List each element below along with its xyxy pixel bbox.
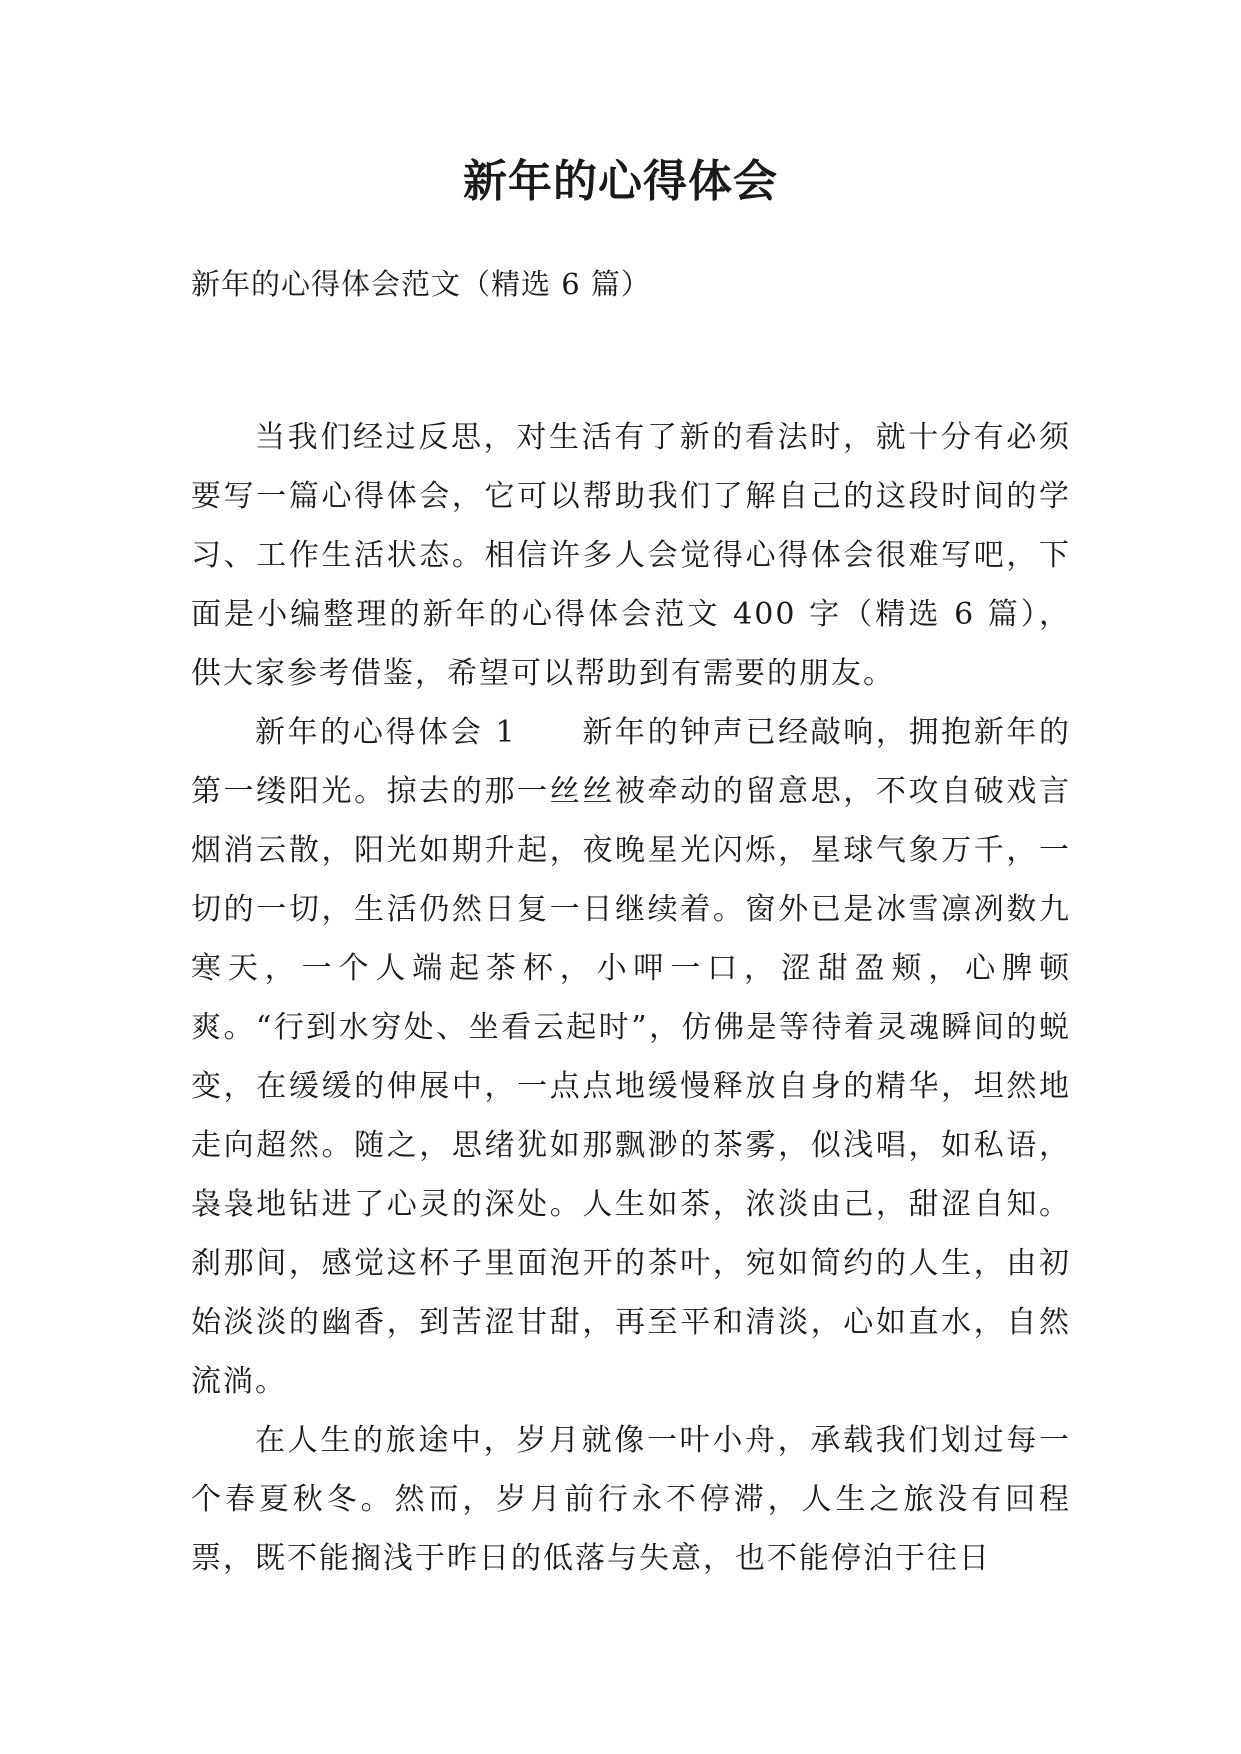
document-subtitle: 新年的心得体会范文（精选 6 篇） [191, 267, 651, 301]
document-title: 新年的心得体会 [463, 156, 778, 207]
paragraph-essay-1-continued: 在人生的旅途中，岁月就像一叶小舟，承载我们划过每一个春夏秋冬。然而，岁月前行永不停滞，人生之旅没有回程票，既不能搁浅于昨日的低落与失意，也不能停泊于往日 [191, 1423, 1071, 1576]
document-body [191, 408, 1071, 1588]
paragraph-essay-1: 新年的心得体会 1 新年的钟声已经敲响，拥抱新年的第一缕阳光。掠去的那一丝丝被牵动的留意思，不攻自破戏言烟消云散，阳光如期升起，夜晚星光闪烁，星球气象万千，一切的一切，生活仍然日复一日继续着。窗外已是冰雪凛冽数九寒天，一个人端起茶杯，小呷一口，涩甜盈颊，心脾顿爽。“行到水穷处、坐看云起时”，仿佛是等待着灵魂瞬间的蜕变，在缓缓的伸展中，一点点地缓慢释放自身的精华，坦然地走向超然。随之，思绪犹如那飘渺的茶雾，似浅唱，如私语，袅袅地钻进了心灵的深处。人生如茶，浓淡由己，甜涩自知。刹那间，感觉这杯子里面泡开的茶叶，宛如简约的人生，由初始淡淡的幽香，到苦涩甘甜，再至平和清淡，心如直水，自然流淌。 [191, 715, 1071, 1399]
paragraph-intro: 当我们经过反思，对生活有了新的看法时，就十分有必须要写一篇心得体会，它可以帮助我们了解自己的这段时间的学习、工作生活状态。相信许多人会觉得心得体会很难写吧，下面是小编整理的新年的心得体会范文 400 字（精选 6 篇），供大家参考借鉴，希望可以帮助到有需要的朋友。 [191, 420, 1071, 691]
